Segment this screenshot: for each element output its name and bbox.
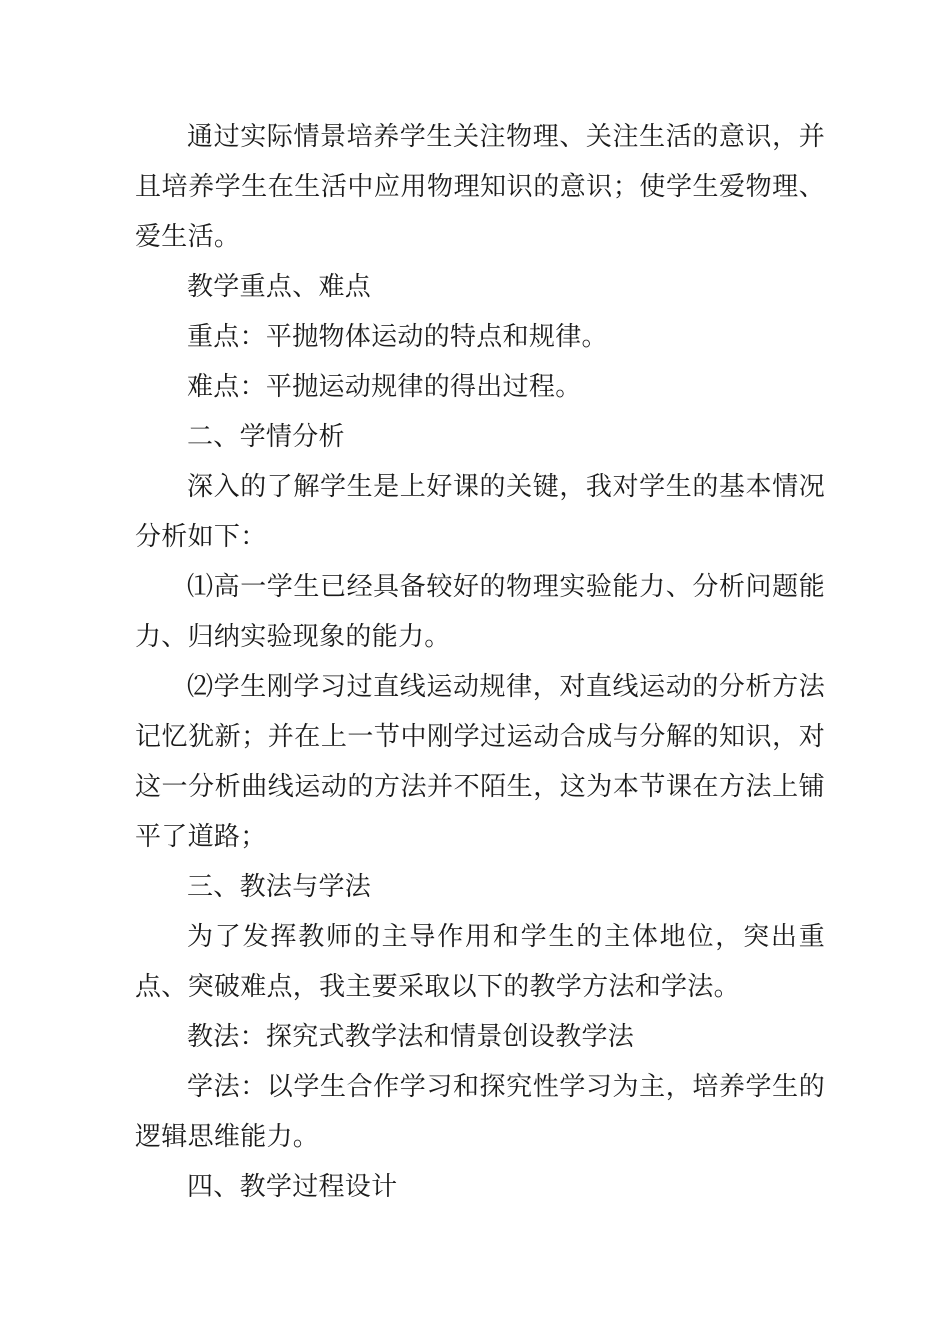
heading-student-analysis: 二、学情分析 (187, 422, 345, 452)
paragraph-learning-method: 学法：以学生合作学习和探究性学习为主，培养学生的逻辑思维能力。 (135, 1072, 825, 1152)
paragraph-student-analysis-1: ⑴高一学生已经具备较好的物理实验能力、分析问题能力、归纳实验现象的能力。 (135, 572, 825, 652)
paragraph-student-analysis-intro: 深入的了解学生是上好课的关键，我对学生的基本情况分析如下： (135, 472, 825, 552)
paragraph-difficulty: 难点：平抛运动规律的得出过程。 (187, 372, 582, 402)
paragraph-methods-intro: 为了发挥教师的主导作用和学生的主体地位，突出重点、突破难点，我主要采取以下的教学方法和学法。 (135, 922, 825, 1002)
paragraph-teaching-method: 教法：探究式教学法和情景创设教学法 (187, 1022, 635, 1052)
document-body (135, 112, 825, 1212)
paragraph-key-point: 重点：平抛物体运动的特点和规律。 (187, 322, 608, 352)
heading-teaching-methods: 三、教法与学法 (187, 872, 372, 902)
paragraph-objective: 通过实际情景培养学生关注物理、关注生活的意识，并且培养学生在生活中应用物理知识的意识；使学生爱物理、爱生活。 (135, 122, 825, 252)
heading-key-points: 教学重点、难点 (187, 272, 372, 302)
paragraph-student-analysis-2: ⑵学生刚学习过直线运动规律，对直线运动的分析方法记忆犹新；并在上一节中刚学过运动合成与分解的知识，对这一分析曲线运动的方法并不陌生，这为本节课在方法上铺平了道路； (135, 672, 825, 852)
heading-teaching-process: 四、教学过程设计 (187, 1172, 398, 1202)
